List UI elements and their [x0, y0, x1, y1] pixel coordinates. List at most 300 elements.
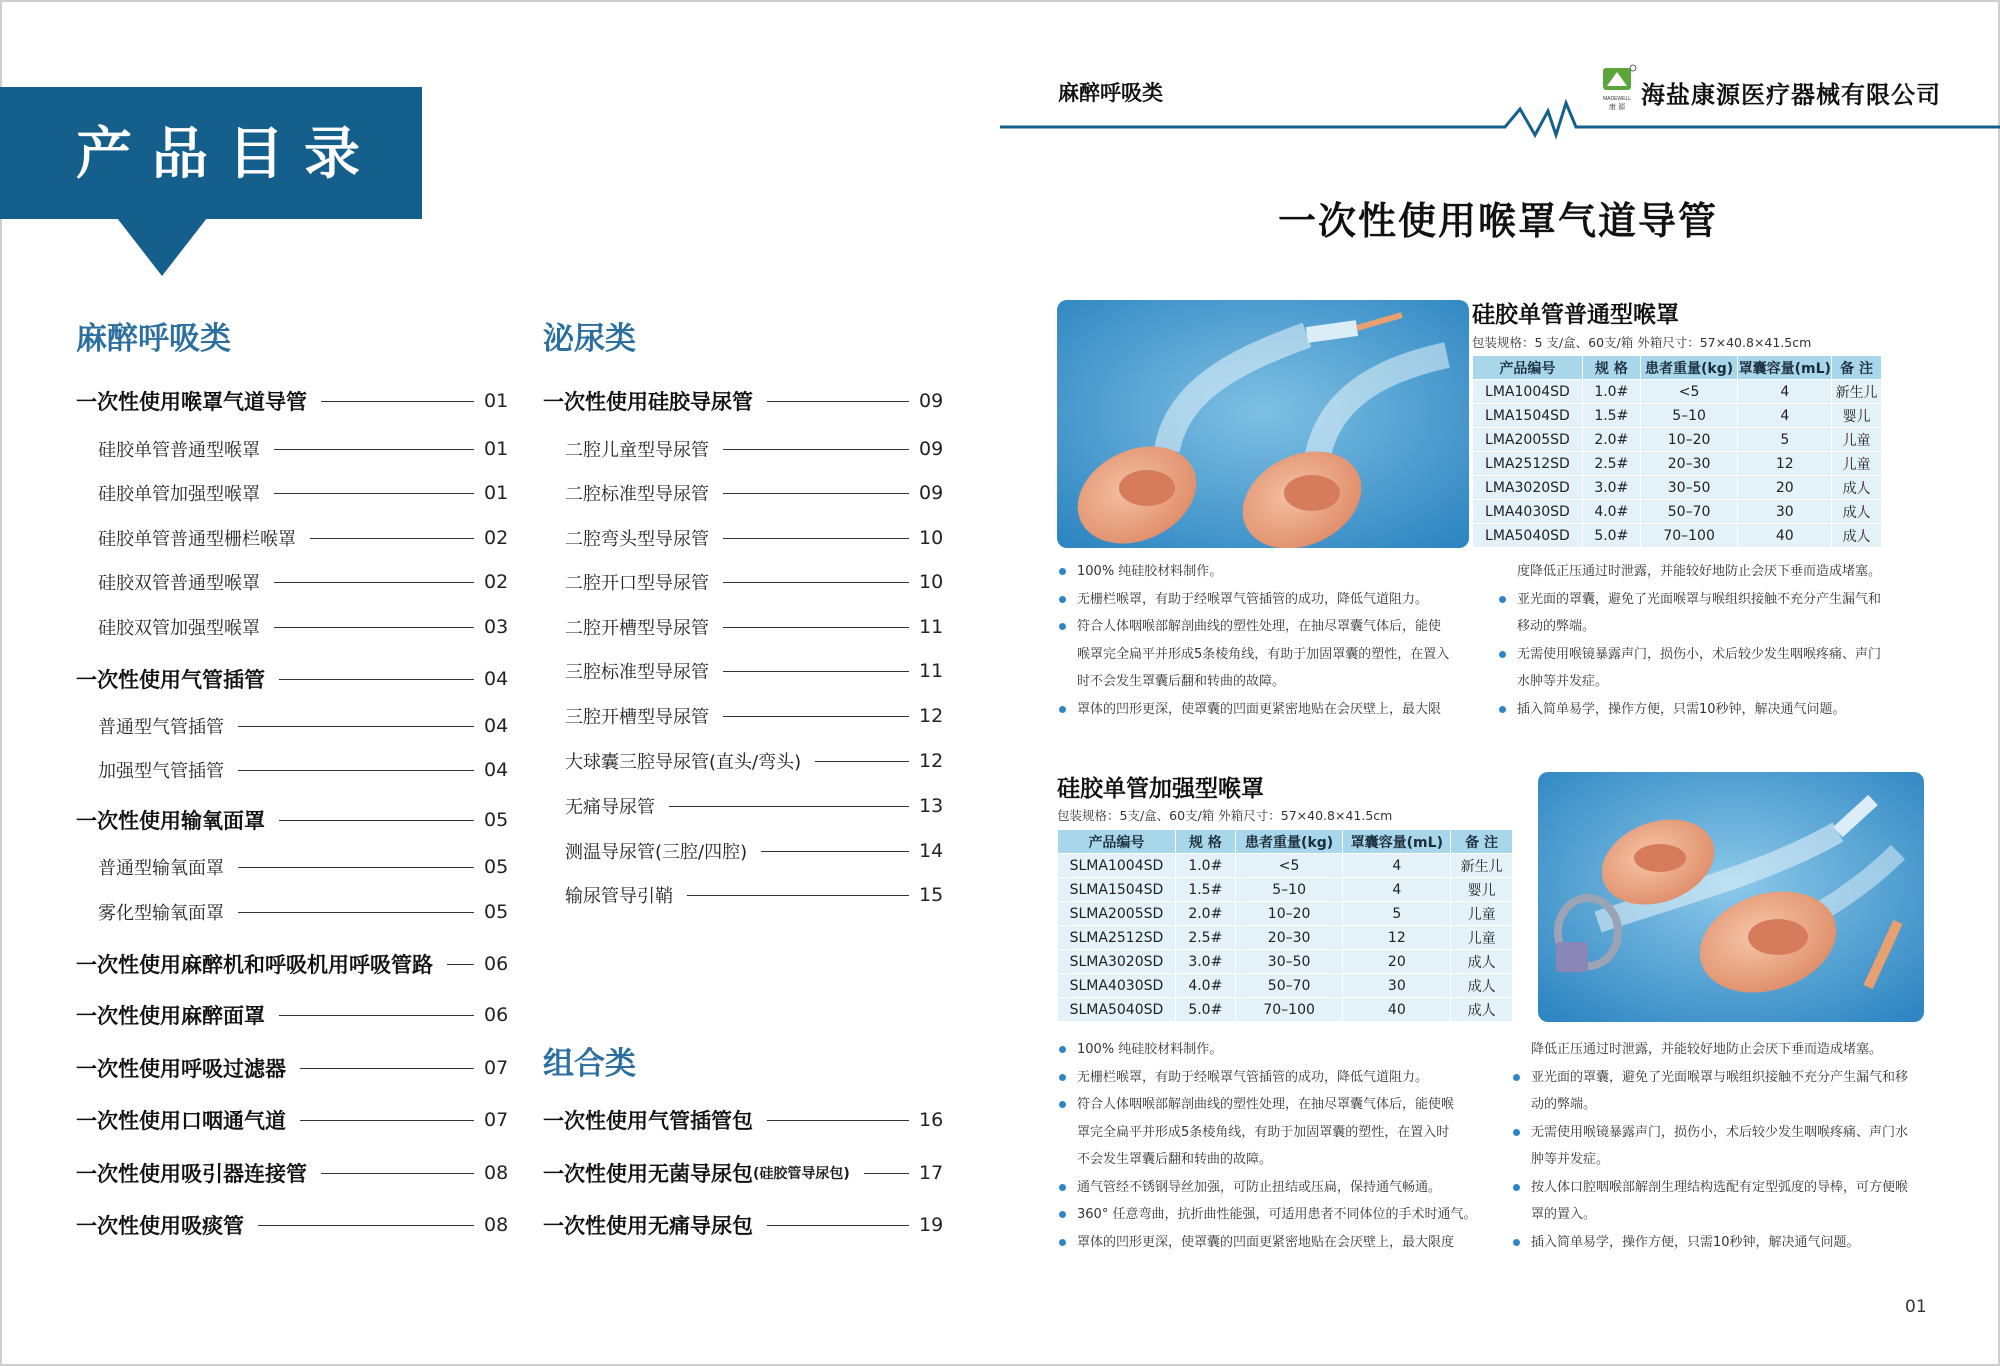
table-cell: 50–70	[1235, 974, 1343, 998]
feature-line	[1059, 668, 1479, 696]
table-cell: 4	[1738, 380, 1832, 404]
table-header-cell: 患者重量(kg)	[1640, 356, 1738, 380]
feature-text: 插入简单易学，操作方便，只需10秒钟，解决通气问题。	[1531, 1234, 1860, 1250]
toc-page-number: 03	[484, 616, 509, 638]
feature-text: 移动的弊端。	[1517, 619, 1596, 634]
toc-page-number: 08	[484, 1214, 509, 1236]
main-title: 一次性使用喉罩气道导管	[1278, 199, 1719, 243]
table-cell: 婴儿	[1832, 404, 1882, 428]
table-row	[1473, 500, 1882, 524]
toc-page-number: 05	[484, 901, 509, 923]
table-cell: 新生儿	[1832, 380, 1882, 404]
bullet-dot-icon	[1059, 1074, 1066, 1081]
bullet-dot-icon	[1059, 1239, 1066, 1246]
toc-entry[interactable]	[98, 567, 508, 597]
toc-leader-line	[238, 726, 474, 727]
feature-line	[1059, 613, 1479, 641]
section2-features-right	[1513, 1036, 1943, 1256]
toc-leader-line	[274, 449, 474, 450]
table-cell: 1.5#	[1175, 878, 1235, 902]
toc-page-number: 13	[919, 795, 944, 817]
toc-entry[interactable]	[98, 711, 508, 741]
table-row	[1058, 854, 1513, 878]
toc-page-number: 02	[484, 571, 509, 593]
table-cell: 2.0#	[1175, 902, 1235, 926]
toc-entry[interactable]	[565, 523, 943, 553]
feature-text: 插入简单易学，操作方便，只需10秒钟，解决通气问题。	[1517, 701, 1846, 717]
toc-leader-line	[767, 1225, 909, 1226]
company-logo	[1597, 64, 1637, 112]
table-cell: 成人	[1832, 524, 1882, 548]
toc-leader-line	[723, 627, 909, 628]
table-cell: SLMA4030SD	[1058, 974, 1176, 998]
table-row	[1473, 380, 1882, 404]
feature-line	[1513, 1036, 1943, 1064]
feature-text: 罩体的凹形更深，使罩囊的凹面更紧密地贴在会厌壁上，最大限度	[1077, 1234, 1455, 1250]
toc-entry[interactable]	[98, 434, 508, 464]
table-row	[1473, 404, 1882, 428]
toc-entry-label: 硅胶单管普通型栅栏喉罩	[98, 529, 296, 550]
toc-entry[interactable]	[76, 1158, 508, 1188]
table-cell: <5	[1640, 380, 1738, 404]
toc-page-number: 02	[484, 527, 509, 549]
bullet-dot-icon	[1513, 1129, 1520, 1136]
toc-entry[interactable]	[565, 478, 943, 508]
feature-line	[1059, 1036, 1499, 1064]
toc-leader-line	[321, 1173, 474, 1174]
toc-page-number: 04	[484, 715, 509, 737]
table-cell: 20–30	[1235, 926, 1343, 950]
toc-leader-line	[864, 1173, 909, 1174]
bullet-dot-icon	[1499, 651, 1506, 658]
feature-line	[1513, 1064, 1943, 1092]
toc-title: 产品目录	[76, 122, 380, 187]
table-cell: LMA1004SD	[1473, 380, 1583, 404]
feature-text: 无需使用喉镜暴露声门，损伤小，术后较少发生咽喉疼痛、声门水	[1531, 1124, 1909, 1140]
toc-page-number: 05	[484, 856, 509, 878]
product-photo-standard-lma	[1057, 300, 1469, 548]
category-title-anesthesia: 麻醉呼吸类	[76, 321, 231, 357]
table-cell: 10–20	[1640, 428, 1738, 452]
feature-line	[1499, 641, 1919, 669]
feature-line	[1513, 1229, 1943, 1257]
toc-leader-line	[279, 820, 474, 821]
toc-entry-label: 测温导尿管(三腔/四腔)	[565, 842, 748, 863]
toc-leader-line	[238, 912, 474, 913]
toc-leader-line	[723, 493, 909, 494]
toc-leader-line	[815, 761, 909, 762]
toc-leader-line	[274, 627, 474, 628]
table-cell: LMA2005SD	[1473, 428, 1583, 452]
toc-entry-label: 硅胶双管加强型喉罩	[98, 618, 260, 639]
toc-entry-label: 一次性使用吸引器连接管	[76, 1162, 307, 1186]
feature-line	[1059, 586, 1479, 614]
table-row	[1058, 950, 1513, 974]
feature-text: 罩完全扁平并形成5条棱角线，有助于加固罩囊的塑性，在置入时	[1077, 1124, 1450, 1140]
toc-leader-line	[300, 1120, 474, 1121]
toc-header-pointer	[117, 218, 207, 276]
table-cell: 30	[1343, 974, 1451, 998]
feature-text: 水肿等并发症。	[1517, 674, 1609, 689]
toc-page-number: 04	[484, 668, 509, 690]
toc-entry[interactable]	[76, 805, 508, 835]
toc-leader-line	[258, 1225, 474, 1226]
table-cell: LMA5040SD	[1473, 524, 1583, 548]
feature-text: 符合人体咽喉部解剖曲线的塑性处理，在抽尽罩囊气体后，能使喉	[1077, 1097, 1455, 1112]
table-cell: 4.0#	[1175, 974, 1235, 998]
table-cell: 40	[1343, 998, 1451, 1022]
table-row	[1473, 524, 1882, 548]
logo-cn-text: 康 源	[1608, 103, 1626, 111]
toc-entry[interactable]	[565, 612, 943, 642]
feature-text: 度降低正压通过时泄露，并能较好地防止会厌下垂而造成堵塞。	[1517, 564, 1882, 579]
feature-line	[1513, 1119, 1943, 1147]
toc-page-number: 12	[919, 750, 944, 772]
toc-entry[interactable]	[565, 880, 943, 910]
spec-table-standard-lma	[1472, 355, 1882, 548]
table-cell: SLMA1004SD	[1058, 854, 1176, 878]
product-photo-reinforced-lma	[1538, 772, 1924, 1022]
toc-entry-note: (硅胶管导尿包)	[753, 1166, 850, 1182]
toc-leader-line	[767, 401, 909, 402]
toc-entry[interactable]	[565, 836, 943, 866]
toc-entry[interactable]	[98, 523, 508, 553]
bullet-dot-icon	[1059, 623, 1066, 630]
table-header-cell: 备 注	[1451, 830, 1513, 854]
table-cell: LMA4030SD	[1473, 500, 1583, 524]
toc-entry-label: 一次性使用气管插管包	[543, 1109, 753, 1133]
feature-line	[1499, 696, 1919, 724]
toc-entry-label: 一次性使用输氧面罩	[76, 809, 265, 833]
toc-leader-line	[300, 1068, 474, 1069]
toc-entry-label: 二腔开口型导尿管	[565, 573, 709, 594]
toc-page-number: 08	[484, 1162, 509, 1184]
toc-entry[interactable]	[76, 949, 508, 979]
table-cell: 20	[1738, 476, 1832, 500]
toc-leader-line	[447, 964, 474, 965]
toc-page-number: 16	[919, 1109, 944, 1131]
feature-text: 肿等并发症。	[1531, 1152, 1610, 1167]
spec-table-reinforced-lma	[1057, 829, 1513, 1022]
table-cell: 4.0#	[1582, 500, 1640, 524]
toc-entry[interactable]	[76, 1210, 508, 1240]
toc-leader-line	[238, 770, 474, 771]
table-cell: 成人	[1832, 476, 1882, 500]
toc-entry[interactable]	[76, 1000, 508, 1030]
toc-entry-label: 二腔弯头型导尿管	[565, 529, 709, 550]
toc-entry-label: 雾化型输氧面罩	[98, 903, 224, 924]
toc-entry-label: 普通型气管插管	[98, 717, 224, 738]
table-cell: 3.0#	[1175, 950, 1235, 974]
feature-text: 动的弊端。	[1531, 1097, 1597, 1112]
feature-text: 100% 纯硅胶材料制作。	[1077, 564, 1223, 579]
table-header-cell: 规 格	[1582, 356, 1640, 380]
bullet-dot-icon	[1059, 568, 1066, 575]
feature-text: 亚光面的罩囊，避免了光面喉罩与喉组织接触不充分产生漏气和移	[1531, 1069, 1909, 1085]
toc-entry-label: 输尿管导引鞘	[565, 886, 673, 907]
toc-page-number: 07	[484, 1109, 509, 1131]
toc-page-number: 05	[484, 809, 509, 831]
toc-entry-label: 硅胶双管普通型喉罩	[98, 573, 260, 594]
table-cell: 30	[1738, 500, 1832, 524]
toc-entry-label: 一次性使用麻醉机和呼吸机用呼吸管路	[76, 953, 433, 977]
table-cell: 70–100	[1235, 998, 1343, 1022]
toc-entry[interactable]	[543, 1105, 943, 1135]
bullet-dot-icon	[1513, 1239, 1520, 1246]
toc-entry[interactable]	[565, 567, 943, 597]
table-cell: 儿童	[1832, 428, 1882, 452]
toc-page-number: 15	[919, 884, 944, 906]
toc-entry[interactable]	[565, 791, 943, 821]
toc-entry-label: 一次性使用呼吸过滤器	[76, 1057, 286, 1081]
feature-line	[1059, 1146, 1499, 1174]
toc-entry[interactable]	[565, 701, 943, 731]
toc-entry-label: 一次性使用无菌导尿包	[543, 1162, 753, 1186]
table-cell: 儿童	[1451, 902, 1513, 926]
table-cell: 4	[1738, 404, 1832, 428]
bullet-dot-icon	[1059, 1046, 1066, 1053]
toc-entry-label: 一次性使用喉罩气道导管	[76, 390, 307, 414]
category-title-kits: 组合类	[543, 1046, 636, 1082]
feature-line	[1499, 613, 1919, 641]
table-row	[1058, 974, 1513, 998]
section2-packing: 包装规格：5支/盒、60支/箱 外箱尺寸：57×40.8×41.5cm	[1057, 808, 1393, 823]
toc-leader-line	[723, 671, 909, 672]
table-row	[1058, 878, 1513, 902]
toc-entry-label: 一次性使用无痛导尿包	[543, 1214, 753, 1238]
table-cell: 20–30	[1640, 452, 1738, 476]
toc-leader-line	[687, 895, 909, 896]
toc-entry-label: 三腔标准型导尿管	[565, 662, 709, 683]
toc-entry-label: 二腔开槽型导尿管	[565, 618, 709, 639]
table-cell: LMA1504SD	[1473, 404, 1583, 428]
table-cell: 成人	[1451, 950, 1513, 974]
feature-line	[1059, 1091, 1499, 1119]
table-cell: 成人	[1451, 974, 1513, 998]
toc-page-number: 11	[919, 660, 944, 682]
toc-leader-line	[669, 806, 909, 807]
feature-text: 降低正压通过时泄露，并能较好地防止会厌下垂而造成堵塞。	[1531, 1042, 1883, 1057]
feature-text: 喉罩完全扁平并形成5条棱角线，有助于加固罩囊的塑性，在置入	[1077, 646, 1450, 662]
toc-page-number: 12	[919, 705, 944, 727]
toc-entry[interactable]	[76, 1105, 508, 1135]
feature-text: 360° 任意弯曲，抗折曲性能强，可适用患者不同体位的手术时通气。	[1077, 1207, 1477, 1222]
table-cell: 5.0#	[1175, 998, 1235, 1022]
table-cell: LMA2512SD	[1473, 452, 1583, 476]
bullet-dot-icon	[1059, 596, 1066, 603]
toc-page-number: 10	[919, 571, 944, 593]
table-cell: 12	[1738, 452, 1832, 476]
feature-text: 符合人体咽喉部解剖曲线的塑性处理，在抽尽罩囊气体后，能使	[1077, 619, 1442, 634]
toc-entry[interactable]	[543, 1210, 943, 1240]
table-cell: 5.0#	[1582, 524, 1640, 548]
table-cell: 2.5#	[1582, 452, 1640, 476]
bullet-dot-icon	[1513, 1184, 1520, 1191]
toc-entry[interactable]	[76, 664, 508, 694]
feature-line	[1513, 1146, 1943, 1174]
table-cell: <5	[1235, 854, 1343, 878]
table-cell: SLMA2005SD	[1058, 902, 1176, 926]
table-cell: 20	[1343, 950, 1451, 974]
table-cell: 新生儿	[1451, 854, 1513, 878]
toc-entry[interactable]	[98, 897, 508, 927]
table-header-cell: 罩囊容量(mL)	[1343, 830, 1451, 854]
feature-text: 时不会发生罩囊后翻和转曲的故障。	[1077, 674, 1286, 689]
table-cell: 5	[1343, 902, 1451, 926]
feature-line	[1499, 586, 1919, 614]
toc-entry-label: 加强型气管插管	[98, 761, 224, 782]
table-cell: 2.5#	[1175, 926, 1235, 950]
section1-title: 硅胶单管普通型喉罩	[1472, 302, 1679, 328]
table-row	[1473, 452, 1882, 476]
section1-features-right	[1499, 558, 1919, 723]
feature-line	[1059, 1064, 1499, 1092]
toc-entry[interactable]	[543, 386, 943, 416]
table-cell: 4	[1343, 878, 1451, 902]
bullet-dot-icon	[1059, 1101, 1066, 1108]
bullet-dot-icon	[1499, 596, 1506, 603]
feature-line	[1513, 1174, 1943, 1202]
feature-line	[1059, 641, 1479, 669]
toc-leader-line	[274, 493, 474, 494]
toc-entry-label: 无痛导尿管	[565, 797, 655, 818]
table-cell: 50–70	[1640, 500, 1738, 524]
feature-text: 罩体的凹形更深，使罩囊的凹面更紧密地贴在会厌壁上，最大限	[1077, 701, 1442, 717]
feature-line	[1059, 696, 1479, 724]
table-header-cell: 产品编号	[1473, 356, 1583, 380]
table-header-cell: 患者重量(kg)	[1235, 830, 1343, 854]
toc-leader-line	[321, 401, 474, 402]
toc-leader-line	[767, 1120, 909, 1121]
toc-entry[interactable]	[98, 755, 508, 785]
toc-page-number: 17	[919, 1162, 944, 1184]
toc-page-number: 01	[484, 438, 509, 460]
toc-page-number: 01	[484, 390, 509, 412]
toc-entry[interactable]	[565, 656, 943, 686]
toc-entry[interactable]	[98, 612, 508, 642]
table-row	[1058, 926, 1513, 950]
feature-line	[1059, 1201, 1499, 1229]
toc-entry-label: 一次性使用吸痰管	[76, 1214, 244, 1238]
table-cell: 30–50	[1640, 476, 1738, 500]
toc-entry[interactable]	[565, 434, 943, 464]
section1-packing: 包装规格：5 支/盒、60支/箱 外箱尺寸：57×40.8×41.5cm	[1472, 335, 1812, 350]
toc-page-number: 09	[919, 482, 944, 504]
table-cell: 儿童	[1832, 452, 1882, 476]
category-title-urology: 泌尿类	[543, 321, 636, 357]
toc-leader-line	[761, 851, 909, 852]
toc-leader-line	[310, 538, 474, 539]
table-cell: 3.0#	[1582, 476, 1640, 500]
table-header-cell: 产品编号	[1058, 830, 1176, 854]
toc-page-number: 07	[484, 1057, 509, 1079]
toc-page-number: 11	[919, 616, 944, 638]
table-cell: 成人	[1832, 500, 1882, 524]
section1-features-left	[1059, 558, 1479, 723]
toc-entry-label: 一次性使用麻醉面罩	[76, 1004, 265, 1028]
toc-entry-label: 硅胶单管普通型喉罩	[98, 440, 260, 461]
table-header-cell: 规 格	[1175, 830, 1235, 854]
toc-page-number: 10	[919, 527, 944, 549]
table-header-cell: 罩囊容量(mL)	[1738, 356, 1832, 380]
bullet-dot-icon	[1059, 706, 1066, 713]
toc-page-number: 04	[484, 759, 509, 781]
section2-title: 硅胶单管加强型喉罩	[1057, 776, 1264, 802]
toc-page-number: 19	[919, 1214, 944, 1236]
feature-text: 无需使用喉镜暴露声门，损伤小，术后较少发生咽喉疼痛、声门	[1517, 646, 1882, 662]
table-cell: 10–20	[1235, 902, 1343, 926]
toc-entry-label: 一次性使用气管插管	[76, 668, 265, 692]
toc-page-number: 01	[484, 482, 509, 504]
feature-text: 罩的置入。	[1531, 1207, 1597, 1222]
table-cell: 2.0#	[1582, 428, 1640, 452]
toc-entry[interactable]	[543, 1158, 943, 1188]
logo-text: MADEWELL	[1602, 96, 1632, 102]
table-row	[1473, 428, 1882, 452]
feature-line	[1513, 1201, 1943, 1229]
toc-leader-line	[279, 1015, 474, 1016]
page-number: 01	[1905, 1297, 1927, 1317]
feature-line	[1059, 1119, 1499, 1147]
bullet-dot-icon	[1059, 1184, 1066, 1191]
toc-entry[interactable]	[76, 1053, 508, 1083]
feature-line	[1513, 1091, 1943, 1119]
toc-entry-label: 一次性使用口咽通气道	[76, 1109, 286, 1133]
toc-leader-line	[723, 716, 909, 717]
table-cell: 成人	[1451, 998, 1513, 1022]
table-cell: LMA3020SD	[1473, 476, 1583, 500]
feature-text: 通气管经不锈钢导丝加强，可防止扭结或压扁，保持通气畅通。	[1077, 1179, 1442, 1195]
toc-leader-line	[274, 582, 474, 583]
table-cell: 40	[1738, 524, 1832, 548]
toc-entry-label: 大球囊三腔导尿管(直头/弯头)	[565, 752, 802, 773]
table-cell: SLMA2512SD	[1058, 926, 1176, 950]
table-cell: 30–50	[1235, 950, 1343, 974]
toc-leader-line	[723, 449, 909, 450]
toc-entry[interactable]	[98, 852, 508, 882]
feature-text: 不会发生罩囊后翻和转曲的故障。	[1077, 1152, 1273, 1167]
toc-entry[interactable]	[98, 478, 508, 508]
toc-entry-label: 硅胶单管加强型喉罩	[98, 484, 260, 505]
table-cell: 5	[1738, 428, 1832, 452]
bullet-dot-icon	[1499, 706, 1506, 713]
feature-line	[1059, 1174, 1499, 1202]
table-cell: 1.0#	[1582, 380, 1640, 404]
toc-leader-line	[238, 867, 474, 868]
toc-entry[interactable]	[76, 386, 508, 416]
table-cell: 5–10	[1235, 878, 1343, 902]
table-cell: SLMA5040SD	[1058, 998, 1176, 1022]
toc-page-number: 09	[919, 390, 944, 412]
toc-page-number: 14	[919, 840, 944, 862]
toc-entry-label: 普通型输氧面罩	[98, 858, 224, 879]
table-header-cell: 备 注	[1832, 356, 1882, 380]
table-cell: SLMA3020SD	[1058, 950, 1176, 974]
toc-entry[interactable]	[565, 746, 943, 776]
table-cell: SLMA1504SD	[1058, 878, 1176, 902]
toc-leader-line	[279, 679, 474, 680]
company-name: 海盐康源医疗器械有限公司	[1641, 81, 1941, 109]
table-cell: 婴儿	[1451, 878, 1513, 902]
table-cell: 4	[1343, 854, 1451, 878]
section-label: 麻醉呼吸类	[1058, 81, 1163, 105]
bullet-dot-icon	[1059, 1211, 1066, 1218]
table-cell: 12	[1343, 926, 1451, 950]
bullet-dot-icon	[1513, 1074, 1520, 1081]
toc-page-number: 09	[919, 438, 944, 460]
section2-features-left	[1059, 1036, 1499, 1256]
feature-line	[1059, 1229, 1499, 1257]
